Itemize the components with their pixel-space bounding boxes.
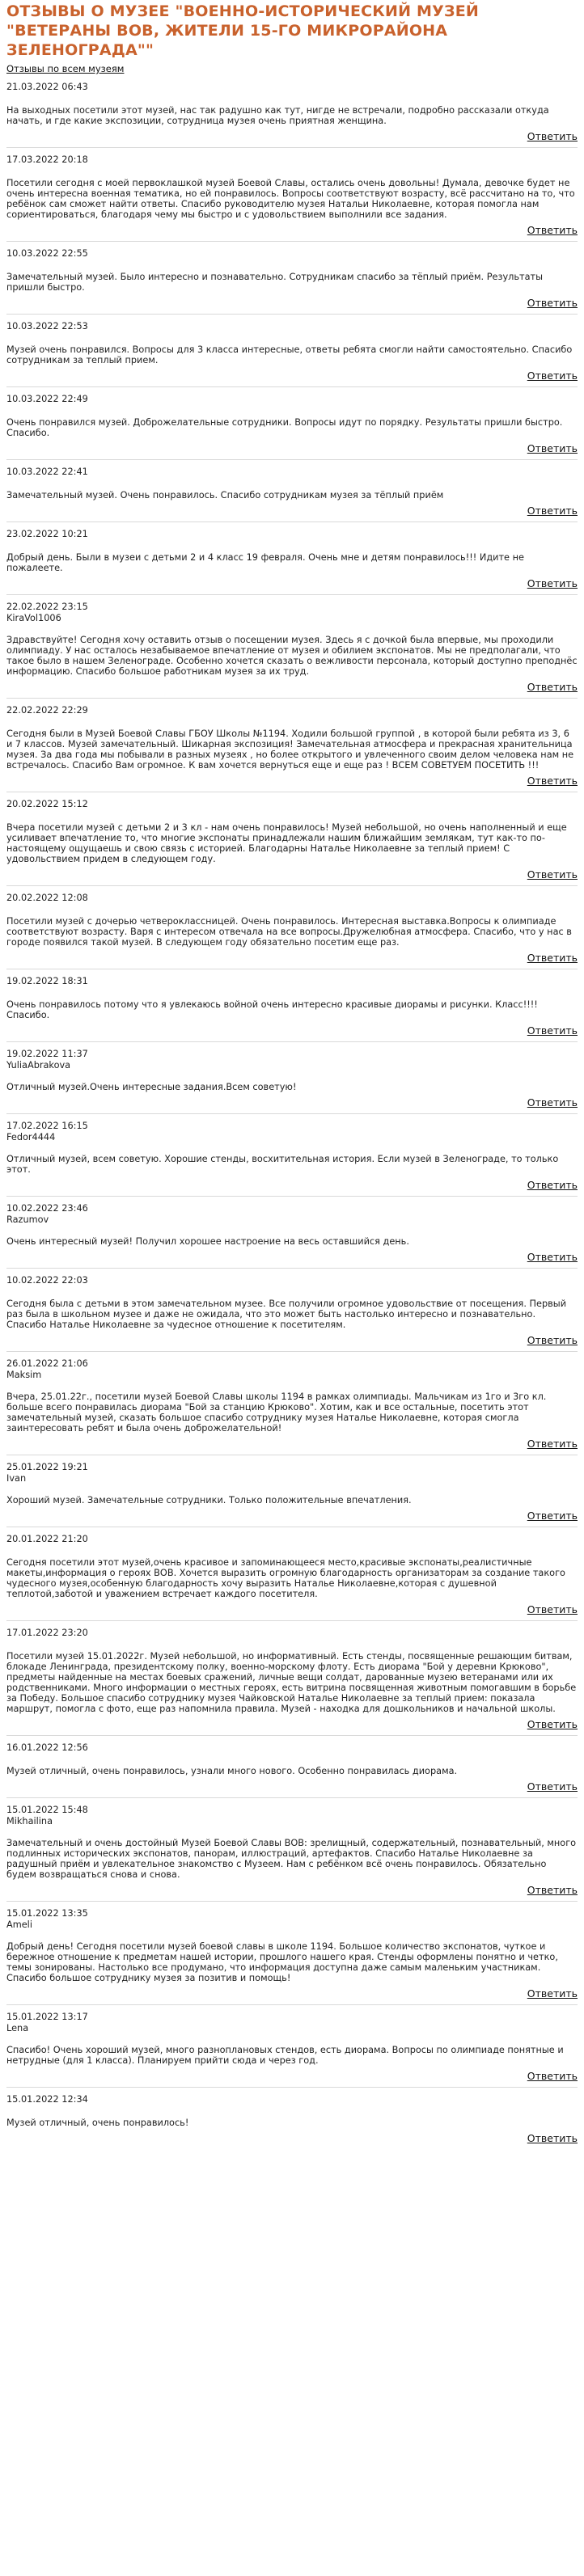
reply-row — [6, 1885, 578, 1896]
review-text: Вчера посетили музей с детьми 2 и 3 кл - нам очень понравилось! Музей небольшой, но очень наполненный и еще усиливает впечатление то, что многие экспонаты принадлежали нашим ближайшим землякам, тут как-то по-настоящему ощущаешь и свою связь с историей. Благодарны Наталье Николаевне за теплый прием! С удовольствием придем в следующем году. — [6, 822, 567, 864]
reply-link[interactable]: Ответить — [527, 370, 578, 382]
review-date: 20.01.2022 21:20 — [6, 1534, 88, 1544]
review-date: 17.03.2022 20:18 — [6, 154, 88, 165]
review-text: Очень понравился музей. Доброжелательные сотрудники. Вопросы идут по порядку. Результаты пришли быстро. Спасибо. — [6, 417, 563, 438]
reply-row — [6, 370, 578, 382]
review-item — [6, 1735, 578, 1793]
reply-link[interactable]: Ответить — [527, 1510, 578, 1522]
review-date: 10.03.2022 22:49 — [6, 394, 88, 404]
review-date: 17.01.2022 23:20 — [6, 1628, 88, 1638]
review-item — [6, 1527, 578, 1615]
reply-row — [6, 1180, 578, 1191]
review-item — [6, 1196, 578, 1263]
review-item — [6, 1041, 578, 1109]
reply-row — [6, 1097, 578, 1109]
review-item — [6, 2087, 578, 2144]
review-date: 20.02.2022 12:08 — [6, 893, 88, 903]
reply-link[interactable]: Ответить — [527, 130, 578, 142]
reply-row — [6, 443, 578, 454]
reply-link[interactable]: Ответить — [527, 2070, 578, 2082]
review-item — [6, 792, 578, 880]
review-date: 10.03.2022 22:41 — [6, 467, 88, 477]
review-item — [6, 1797, 578, 1896]
review-author: Fedor4444 — [6, 1132, 56, 1142]
review-date: 22.02.2022 23:15 — [6, 602, 88, 612]
review-text: Очень понравилось потому что я увлекаюсь войной очень интересно красивые диорамы и рисунки. Класс!!!! Спасибо. — [6, 999, 538, 1020]
review-date: 19.02.2022 11:37 — [6, 1049, 88, 1059]
review-item — [6, 969, 578, 1037]
review-item — [6, 147, 578, 236]
review-text: Музей очень понравился. Вопросы для 3 класса интересные, ответы ребята смогли найти самостоятельно. Спасибо сотрудникам за теплый прием. — [6, 344, 573, 365]
reply-row — [6, 1719, 578, 1730]
review-author: Maksim — [6, 1370, 42, 1380]
review-text: Отличный музей.Очень интересные задания.Всем советую! — [6, 1082, 297, 1092]
reply-row — [6, 1604, 578, 1615]
review-date: 17.02.2022 16:15 — [6, 1121, 88, 1131]
review-text: Музей отличный, очень понравилось, узнали много нового. Особенно понравилась диорама. — [6, 1766, 458, 1776]
review-text: Сегодня были в Музей Боевой Славы ГБОУ Школы №1194. Ходили большой группой , в которой были ребята из 3, 6 и 7 классов. Музей замечательный. Шикарная экспозиция! Замечательная атмосфера и прекрасная хранительница музея. За два года мы побывали в разных музеях , но более открытого и увлеченного своим делом человека нам не встречалось. Спасибо Вам огромное. К вам хочется вернуться еще и еще раз ! ВСЕМ СОВЕТУЕМ ПОСЕТИТЬ !!! — [6, 728, 574, 771]
review-item — [6, 386, 578, 454]
reply-link[interactable]: Ответить — [527, 442, 578, 454]
review-text: Добрый день! Сегодня посетили музей боевой славы в школе 1194. Большое количество экспонатов, чуткое и бережное отношение к предметам нашей истории, прошлого нашего края. Стенды оформлены понятно и четко, темы зонированы. Настолько все продумано, что информация доступна даже самым маленьким участникам. Спасибо большое сотруднику музея за позитив и помощь! — [6, 1941, 558, 1983]
review-text: Спасибо! Очень хороший музей, много разноплановых стендов, есть диорама. Вопросы по олимпиаде понятные и нетрудные (для 1 класса). Планируем прийти сюда и через год. — [6, 2045, 564, 2066]
reply-link[interactable]: Ответить — [527, 297, 578, 309]
reply-row — [6, 578, 578, 589]
reply-row — [6, 2071, 578, 2082]
reply-row — [6, 131, 578, 142]
review-item — [6, 241, 578, 309]
reviews-list — [6, 82, 578, 2144]
reply-link[interactable]: Ответить — [527, 952, 578, 964]
review-text: Музей отличный, очень понравилось! — [6, 2118, 189, 2128]
review-author: YuliaAbrakova — [6, 1060, 71, 1071]
review-text: Замечательный музей. Было интересно и познавательно. Сотрудникам спасибо за тёплый приём. Результаты пришли быстро. — [6, 272, 544, 293]
review-text: Хороший музей. Замечательные сотрудники. Только положительные впечатления. — [6, 1495, 412, 1505]
reply-link[interactable]: Ответить — [527, 1179, 578, 1191]
reply-row — [6, 869, 578, 880]
review-date: 19.02.2022 18:31 — [6, 976, 88, 986]
review-text: На выходных посетили этот музей, нас так радушно как тут, нигде не встречали, подробно рассказали откуда начать, и где какие экспозиции, сотрудница музея очень приятная женщина. — [6, 105, 549, 126]
review-item — [6, 314, 578, 382]
review-text: Посетили музей с дочерью четвероклассницей. Очень понравилось. Интересная выставка.Вопросы к олимпиаде соответствуют возрасту. Варя с интересом отвечала на все вопросы.Дружелюбная атмосфера. Спасибо, что у нас в городе появился такой музей. В следующем году обязательно посетим еще раз. — [6, 916, 572, 948]
review-item — [6, 1901, 578, 2000]
reply-link[interactable]: Ответить — [527, 224, 578, 236]
review-text: Посетили музей 15.01.2022г. Музей небольшой, но информативный. Есть стенды, посвященные решающим битвам, блокаде Ленинграда, президентскому полку, военно-морскому флоту. Есть диорама "Бой у деревни Крюково", предметы найденные на местах боевых сражений, личные вещи солдат, дарованные музею ветеранами или их родственниками. Много информации о местных героях, есть витрина посвященная животным помогавшим в борьбе за Победу. Большое спасибо сотруднику музея Чайковской Наталье Николаевне за теплый прием: показала маршрут, помогла с фото, еще раз напомнила правила. Музей - находка для дошкольников и начальной школы. — [6, 1651, 577, 1714]
reply-row — [6, 1781, 578, 1793]
review-text: Сегодня посетили этот музей,очень красивое и запоминающееся место,красивые экспонаты,реалистичные макеты,информация о героях ВОВ. Хочется выразить огромную благодарность организаторам за создание такого чудесного музея,особенную благодарность хочу выразить Наталье Николаевне,которая с душевной теплотой,заботой и уважением встречает каждого посетителя. — [6, 1557, 565, 1599]
reply-row — [6, 505, 578, 517]
reply-link[interactable]: Ответить — [527, 1884, 578, 1896]
review-author: KiraVol1006 — [6, 613, 61, 623]
review-text: Отличный музей, всем советую. Хорошие стенды, восхитительная история. Если музей в Зеленограде, то только этот. — [6, 1154, 559, 1175]
review-date: 25.01.2022 19:21 — [6, 1462, 88, 1472]
review-author: Razumov — [6, 1214, 49, 1225]
review-item — [6, 82, 578, 142]
review-date: 15.01.2022 13:35 — [6, 1908, 88, 1919]
reply-link[interactable]: Ответить — [527, 505, 578, 517]
review-text: Добрый день. Были в музеи с детьми 2 и 4 класс 19 февраля. Очень мне и детям понравилось!!! Идите не пожалеете. — [6, 552, 524, 573]
review-item — [6, 1351, 578, 1450]
all-museums-reviews-link[interactable]: Отзывы по всем музеям — [6, 63, 125, 74]
review-date: 10.03.2022 22:55 — [6, 248, 88, 259]
review-text: Сегодня была с детьми в этом замечательном музее. Все получили огромное удовольствие от посещения. Первый раз была в школьном музее и даже не ожидала, что это может быть настолько интересно и познавательно. Спасибо Наталье Николаевне за чудесное отношение к посетителям. — [6, 1299, 567, 1330]
review-text: Здравствуйте! Сегодня хочу оставить отзыв о посещении музея. Здесь я с дочкой была впервые, мы проходили олимпиаду. У нас осталось незабываемое впечатление от музея и обилием экспонатов. Мы не предполагали, что такое было в нашем Зеленограде. Особенно хочется сказать о вежливости персонала, который доступно преподнёс информацию. Спасибо большое работникам музея за их труд. — [6, 635, 578, 677]
reply-link[interactable]: Ответить — [527, 775, 578, 787]
review-item — [6, 1620, 578, 1730]
review-date: 15.01.2022 15:48 — [6, 1805, 88, 1815]
reply-row — [6, 775, 578, 787]
review-date: 16.01.2022 12:56 — [6, 1742, 88, 1753]
review-text: Замечательный и очень достойный Музей Боевой Славы ВОВ: зрелищный, содержательный, познавательный, много подлинных исторических экспонатов, панорам, иллюстраций, артефактов. Спасибо Наталье Николаевне за радушный приём и увлекательное знакомство с Музеем. Нам с ребёнком всё очень понравилось. Обязательно будем возвращаться снова и снова. — [6, 1838, 577, 1880]
review-item — [6, 885, 578, 964]
reply-row — [6, 682, 578, 693]
reply-row — [6, 2133, 578, 2144]
reply-link[interactable]: Ответить — [527, 1024, 578, 1037]
review-date: 23.02.2022 10:21 — [6, 529, 88, 539]
reply-link[interactable]: Ответить — [527, 868, 578, 880]
reply-row — [6, 225, 578, 236]
review-author: Mikhailina — [6, 1816, 53, 1826]
review-date: 21.03.2022 06:43 — [6, 82, 88, 92]
reply-link[interactable]: Ответить — [527, 1718, 578, 1730]
review-date: 26.01.2022 21:06 — [6, 1358, 88, 1369]
reply-link[interactable]: Ответить — [527, 577, 578, 589]
reply-link[interactable]: Ответить — [527, 1780, 578, 1793]
review-date: 10.02.2022 23:46 — [6, 1203, 88, 1214]
review-author: Lena — [6, 2023, 29, 2033]
reply-row — [6, 1335, 578, 1346]
reply-link[interactable]: Ответить — [527, 1096, 578, 1109]
page-title: ОТЗЫВЫ О МУЗЕЕ "ВОЕННО-ИСТОРИЧЕСКИЙ МУЗЕЙ "ВЕТЕРАНЫ ВОВ, ЖИТЕЛИ 15-ГО МИКРОРАЙОНА ЗЕЛЕНОГРАДА"" — [6, 2, 479, 59]
review-item — [6, 1268, 578, 1346]
reply-row — [6, 1025, 578, 1037]
reply-link[interactable]: Ответить — [527, 1438, 578, 1450]
review-date: 15.01.2022 12:34 — [6, 2094, 88, 2105]
review-text: Посетили сегодня с моей первоклашкой музей Боевой Славы, остались очень довольны! Думала, девочке будет не очень интересна военная тематика, но ей понравилось. Вопросы соответствуют возрасту, всё рассчитано на то, что ребёнок сам сможет найти ответы. Спасибо руководителю музея Натальи Николаевне, которая помогла нам сориентироваться, благодаря чему мы быстро и с удовольствием выполнили все задания. — [6, 178, 575, 220]
reply-link[interactable]: Ответить — [527, 2132, 578, 2144]
review-date: 15.01.2022 13:17 — [6, 2012, 88, 2022]
reply-row — [6, 1510, 578, 1522]
review-item — [6, 522, 578, 589]
reply-row — [6, 1438, 578, 1450]
review-item — [6, 698, 578, 787]
review-date: 22.02.2022 22:29 — [6, 705, 88, 716]
review-text: Очень интересный музей! Получил хорошее настроение на весь оставшийся день. — [6, 1236, 409, 1247]
review-text: Замечательный музей. Очень понравилось. Спасибо сотрудникам музея за тёплый приём — [6, 490, 444, 500]
reply-link[interactable]: Ответить — [527, 1251, 578, 1263]
reply-link[interactable]: Ответить — [527, 1603, 578, 1615]
review-author: Ameli — [6, 1919, 32, 1930]
review-date: 10.02.2022 22:03 — [6, 1275, 88, 1286]
reply-link[interactable]: Ответить — [527, 681, 578, 693]
review-date: 20.02.2022 15:12 — [6, 799, 88, 809]
review-item — [6, 1113, 578, 1191]
review-text: Вчера, 25.01.22г., посетили музей Боевой Славы школы 1194 в рамках олимпиады. Мальчикам из 1го и 3го кл. больше всего понравилась диорама "Бой за станцию Крюково". Хотим, как и все остальные, посетить этот замечательный музей, сказать большое спасибо сотруднику музея Наталье Николаевне, которая смогла заинтересовать ребят и была очень доброжелательной! — [6, 1391, 547, 1434]
reply-row — [6, 952, 578, 964]
review-item — [6, 2004, 578, 2082]
reply-row — [6, 1252, 578, 1263]
review-item — [6, 1455, 578, 1522]
reply-row — [6, 1988, 578, 2000]
review-author: Ivan — [6, 1473, 27, 1484]
reply-row — [6, 298, 578, 309]
reply-link[interactable]: Ответить — [527, 1334, 578, 1346]
review-date: 10.03.2022 22:53 — [6, 321, 88, 332]
review-item — [6, 459, 578, 517]
review-item — [6, 594, 578, 693]
reply-link[interactable]: Ответить — [527, 1987, 578, 2000]
